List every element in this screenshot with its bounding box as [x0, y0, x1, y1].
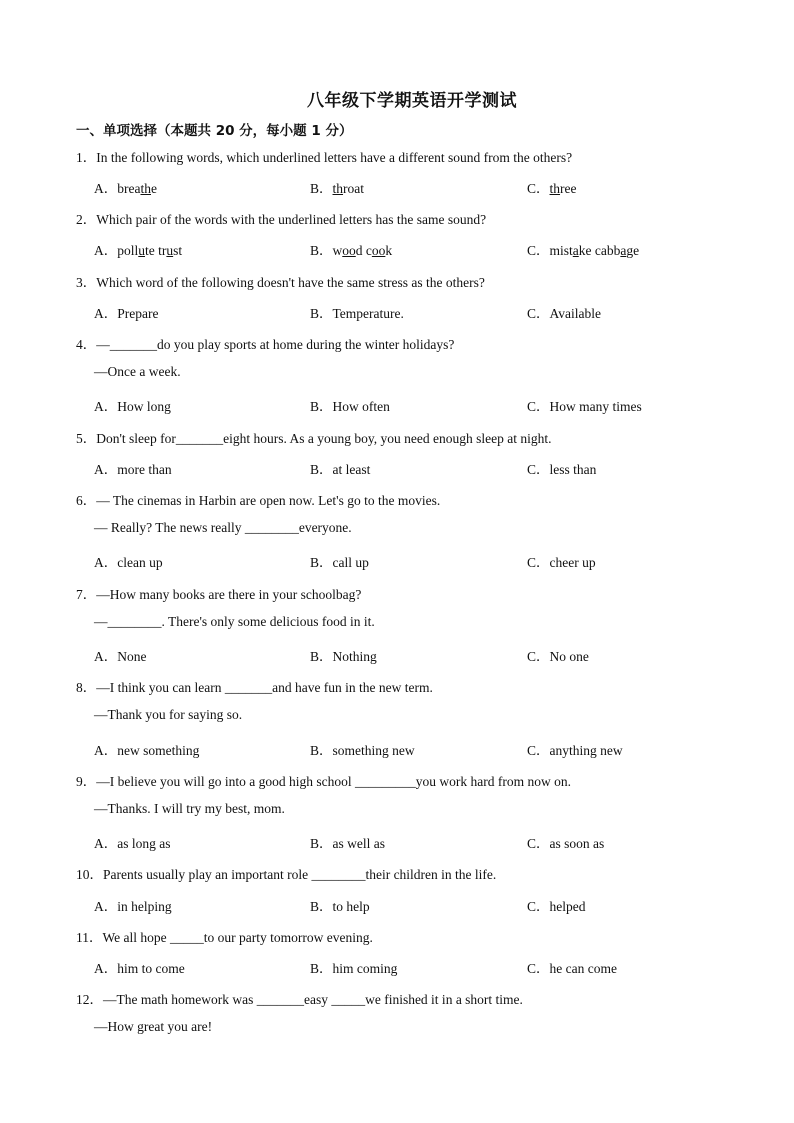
question-6-stem: 6．— The cinemas in Harbin are open now. Let's go to the movies. — [76, 493, 441, 508]
question-5-stem: 5．Don't sleep for_______eight hours. As a young boy, you need enough sleep at night. — [76, 431, 552, 446]
question-12-dialogue: —How great you are! — [94, 1019, 213, 1034]
question-1-option-a: A．breathe — [94, 181, 157, 196]
question-10-stem: 10．Parents usually play an important role ________their children in the life. — [76, 867, 497, 882]
question-2-stem: 2．Which pair of the words with the underlined letters has the same sound? — [76, 212, 487, 227]
question-6-option-c: C．cheer up — [527, 555, 596, 570]
question-3-option-a: A．Prepare — [94, 306, 159, 321]
question-7-option-b: B．Nothing — [310, 649, 377, 664]
question-9-option-c: C．as soon as — [527, 836, 605, 851]
question-12-stem: 12．—The math homework was _______easy _____we finished it in a short time. — [76, 992, 523, 1007]
section-heading: 一、单项选择（本题共 20 分，每小题 1 分） — [76, 123, 353, 139]
question-6-option-a: A．clean up — [94, 555, 163, 570]
question-6-dialogue: — Really? The news really ________everyone. — [94, 520, 352, 535]
question-8-option-a: A．new something — [94, 743, 200, 758]
question-8-dialogue: —Thank you for saying so. — [94, 707, 243, 722]
question-5-option-c: C．less than — [527, 462, 597, 477]
question-11-option-a: A．him to come — [94, 961, 185, 976]
question-6-option-b: B．call up — [310, 555, 369, 570]
question-8-option-b: B．something new — [310, 743, 415, 758]
question-7-dialogue: —________. There's only some delicious food in it. — [94, 614, 375, 629]
question-8-option-c: C．anything new — [527, 743, 623, 758]
page-title: 八年级下学期英语开学测试 — [307, 91, 517, 111]
question-4-dialogue: —Once a week. — [94, 364, 181, 379]
question-2-option-b: B．wood cook — [310, 243, 393, 258]
question-5-option-a: A．more than — [94, 462, 172, 477]
question-9-option-a: A．as long as — [94, 836, 171, 851]
question-1-stem: 1．In the following words, which underlined letters have a different sound from the others? — [76, 150, 573, 165]
question-9-stem: 9．—I believe you will go into a good high school _________you work hard from now on. — [76, 774, 571, 789]
question-10-option-a: A．in helping — [94, 899, 172, 914]
question-1-option-b: B．throat — [310, 181, 365, 196]
question-7-option-a: A．None — [94, 649, 147, 664]
question-2-option-a: A．pollute trust — [94, 243, 183, 258]
question-4-stem: 4．—_______do you play sports at home during the winter holidays? — [76, 337, 455, 352]
question-10-option-b: B．to help — [310, 899, 370, 914]
question-4-option-a: A．How long — [94, 399, 171, 414]
question-7-option-c: C．No one — [527, 649, 589, 664]
question-3-option-b: B．Temperature. — [310, 306, 404, 321]
question-5-option-b: B．at least — [310, 462, 371, 477]
question-7-stem: 7．—How many books are there in your schoolbag? — [76, 587, 362, 602]
question-1-option-c: C．three — [527, 181, 577, 196]
question-2-option-c: C．mistake cabbage — [527, 243, 640, 258]
question-4-option-b: B．How often — [310, 399, 390, 414]
question-3-option-c: C．Available — [527, 306, 601, 321]
question-9-dialogue: —Thanks. I will try my best, mom. — [94, 801, 285, 816]
question-10-option-c: C．helped — [527, 899, 586, 914]
question-4-option-c: C．How many times — [527, 399, 642, 414]
question-9-option-b: B．as well as — [310, 836, 385, 851]
question-11-option-c: C．he can come — [527, 961, 617, 976]
question-11-option-b: B．him coming — [310, 961, 398, 976]
question-3-stem: 3．Which word of the following doesn't have the same stress as the others? — [76, 275, 485, 290]
question-11-stem: 11．We all hope _____to our party tomorrow evening. — [76, 930, 373, 945]
question-8-stem: 8．—I think you can learn _______and have fun in the new term. — [76, 680, 433, 695]
